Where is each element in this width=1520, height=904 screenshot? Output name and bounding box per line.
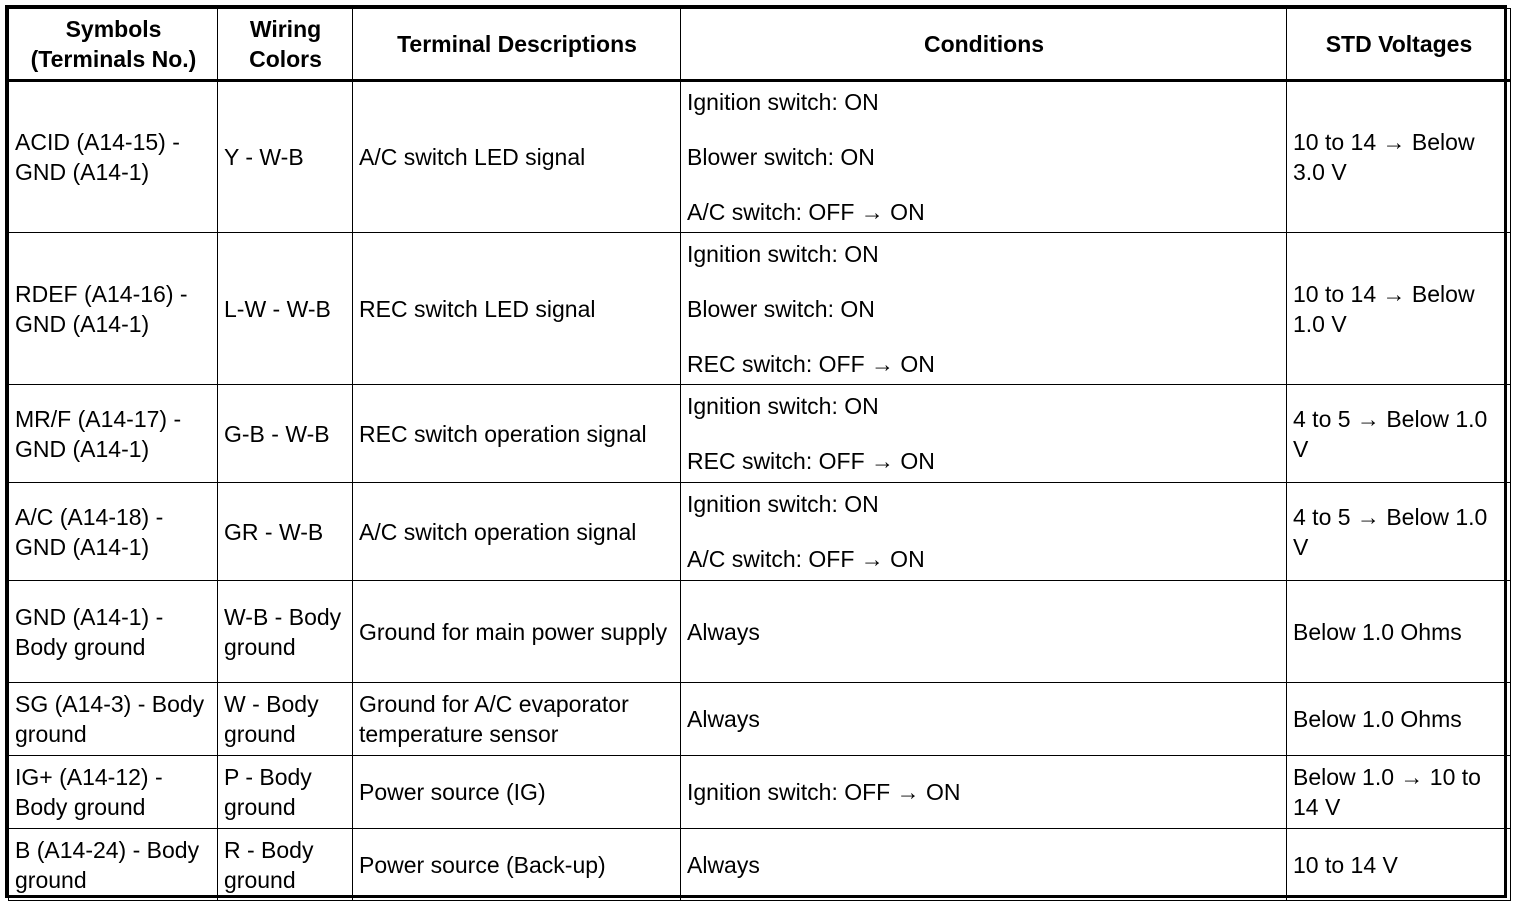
conditions-cell: [681, 233, 1287, 385]
conditions-cell: [681, 81, 1287, 233]
conditions-cell: [681, 483, 1287, 581]
condition-line: REC switch: OFF → ON: [687, 350, 935, 377]
symbol-cell: RDEF (A14-16) - GND (A14-1): [9, 233, 218, 385]
header-terminal-descriptions: Terminal Descriptions: [353, 9, 681, 81]
wiring-cell: W-B - Body ground: [218, 581, 353, 683]
condition-line: Blower switch: ON: [687, 295, 875, 322]
table-row: [9, 81, 1511, 233]
condition-line: Ignition switch: ON: [687, 89, 879, 115]
description-cell: Ground for main power supply: [353, 581, 681, 683]
header-conditions: Conditions: [681, 9, 1287, 81]
condition-line: Ignition switch: ON: [687, 491, 879, 517]
condition-line: Blower switch: ON: [687, 144, 875, 170]
symbol-cell: MR/F (A14-17) - GND (A14-1): [9, 385, 218, 483]
wiring-cell: R - Body ground: [218, 829, 353, 901]
terminal-voltage-table: [8, 8, 1511, 901]
table-row: [9, 233, 1511, 385]
symbol-cell: GND (A14-1) - Body ground: [9, 581, 218, 683]
table-row: [9, 483, 1511, 581]
table-body: [9, 81, 1511, 901]
condition-line: Ignition switch: ON: [687, 393, 879, 419]
table-row: [9, 385, 1511, 483]
voltage-cell: 10 to 14 V: [1287, 829, 1511, 901]
table-row: [9, 581, 1511, 683]
condition-line: Ignition switch: OFF → ON: [687, 779, 961, 805]
description-cell: Power source (IG): [353, 756, 681, 829]
condition-line: Always: [687, 706, 760, 732]
conditions-cell: [681, 683, 1287, 756]
description-cell: REC switch LED signal: [353, 233, 681, 385]
description-cell: REC switch operation signal: [353, 385, 681, 483]
voltage-cell: 10 to 14 → Below 1.0 V: [1287, 233, 1511, 385]
table-row: [9, 683, 1511, 756]
description-cell: A/C switch operation signal: [353, 483, 681, 581]
symbol-cell: B (A14-24) - Body ground: [9, 829, 218, 901]
header-wiring-colors: [218, 9, 353, 81]
description-cell: A/C switch LED signal: [353, 81, 681, 233]
conditions-cell: [681, 829, 1287, 901]
symbol-cell: A/C (A14-18) - GND (A14-1): [9, 483, 218, 581]
header-std-voltages: STD Voltages: [1287, 9, 1511, 81]
wiring-cell: L-W - W-B: [218, 233, 353, 385]
voltage-cell: Below 1.0 → 10 to 14 V: [1287, 756, 1511, 829]
table-row: [9, 756, 1511, 829]
condition-line: Always: [687, 851, 760, 878]
condition-line: REC switch: OFF → ON: [687, 448, 935, 474]
voltage-cell: Below 1.0 Ohms: [1287, 581, 1511, 683]
wiring-cell: Y - W-B: [218, 81, 353, 233]
condition-line: Always: [687, 618, 760, 645]
header-wiring-colors-text: Wiring Colors: [249, 16, 322, 72]
table-header-row: [9, 9, 1511, 81]
wiring-cell: P - Body ground: [218, 756, 353, 829]
wiring-cell: G-B - W-B: [218, 385, 353, 483]
wiring-cell: GR - W-B: [218, 483, 353, 581]
condition-line: A/C switch: OFF → ON: [687, 199, 925, 225]
terminal-voltage-table-container: [5, 5, 1507, 898]
voltage-cell: 10 to 14 → Below 3.0 V: [1287, 81, 1511, 233]
symbol-cell: IG+ (A14-12) - Body ground: [9, 756, 218, 829]
description-cell: Power source (Back-up): [353, 829, 681, 901]
voltage-cell: Below 1.0 Ohms: [1287, 683, 1511, 756]
symbol-cell: ACID (A14-15) - GND (A14-1): [9, 81, 218, 233]
table-row: [9, 829, 1511, 901]
voltage-cell: 4 to 5 → Below 1.0 V: [1287, 385, 1511, 483]
conditions-cell: [681, 385, 1287, 483]
condition-line: Ignition switch: ON: [687, 240, 879, 267]
description-cell: Ground for A/C evaporator temperature sensor: [353, 683, 681, 756]
symbol-cell: SG (A14-3) - Body ground: [9, 683, 218, 756]
conditions-cell: [681, 581, 1287, 683]
wiring-cell: W - Body ground: [218, 683, 353, 756]
condition-line: A/C switch: OFF → ON: [687, 546, 925, 572]
voltage-cell: 4 to 5 → Below 1.0 V: [1287, 483, 1511, 581]
header-symbols: [9, 9, 218, 81]
conditions-cell: [681, 756, 1287, 829]
header-symbols-line1: Symbols (Terminals No.): [30, 16, 197, 72]
